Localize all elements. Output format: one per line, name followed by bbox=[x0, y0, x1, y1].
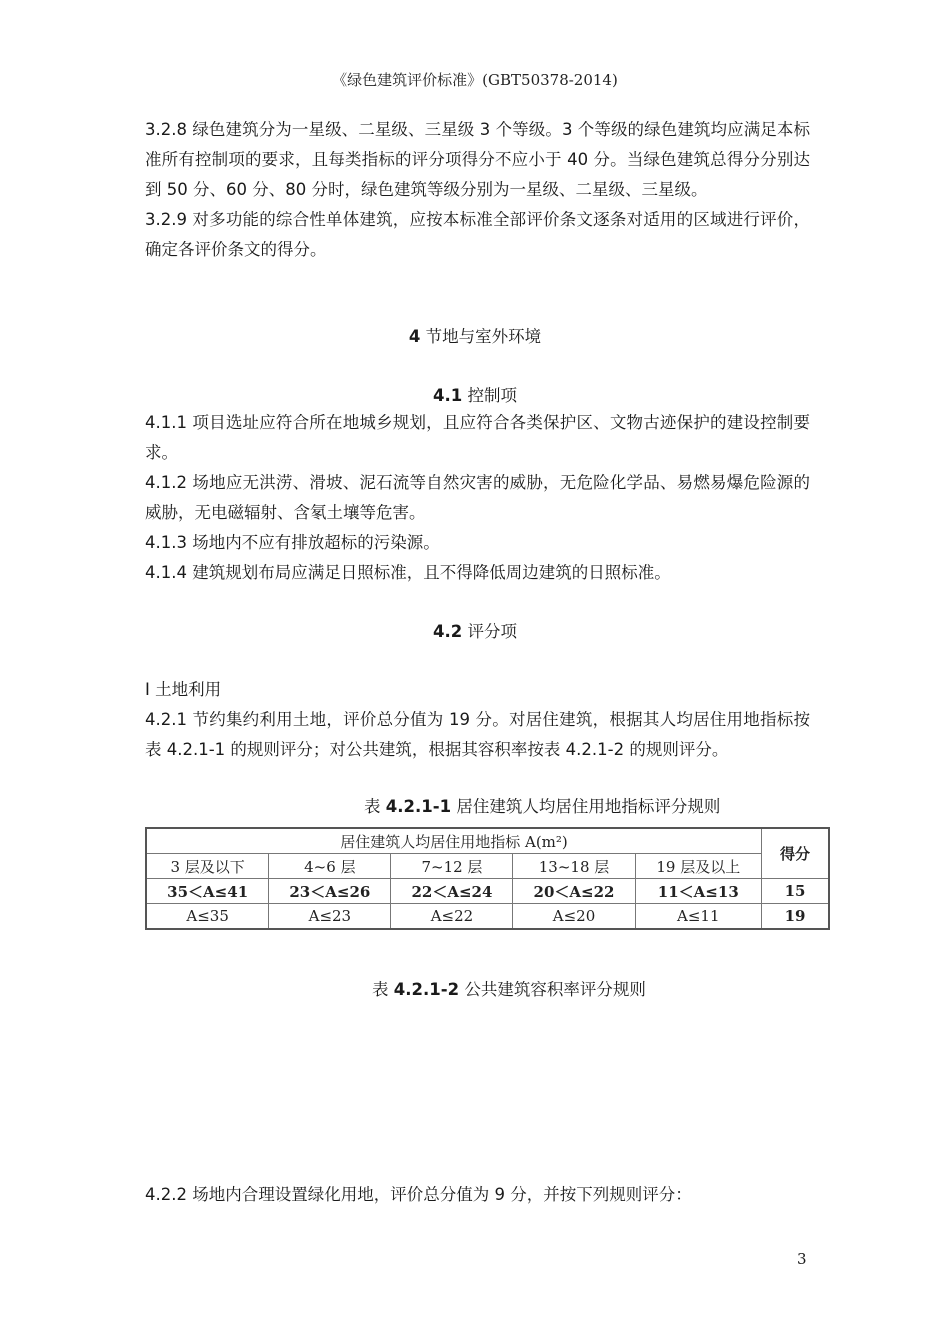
table-cell: 23＜A≤26 bbox=[269, 879, 391, 904]
document-header: 《绿色建筑评价标准》(GBT50378-2014) bbox=[332, 71, 618, 89]
table-cell: A≤11 bbox=[635, 904, 761, 930]
paragraphs-top bbox=[145, 115, 810, 265]
table-4-2-1-2-caption bbox=[372, 976, 646, 1000]
page-number: 3 bbox=[797, 1250, 807, 1268]
caption-title: 居住建筑人均居住用地指标评分规则 bbox=[456, 797, 721, 816]
clause-4-1-2: 4.1.2 场地应无洪涝、滑坡、泥石流等自然灾害的威胁，无危险化学品、易燃易爆危险源的威胁，无电磁辐射、含氡土壤等危害。 bbox=[145, 473, 810, 522]
score-cell: 19 bbox=[762, 904, 830, 930]
table-cell: 22＜A≤24 bbox=[391, 879, 513, 904]
control-items bbox=[145, 408, 810, 588]
section-4-1-title bbox=[0, 382, 950, 406]
clause-3-2-8: 3.2.8 绿色建筑分为一星级、二星级、三星级 3 个等级。3 个等级的绿色建筑均应满足本标准所有控制项的要求，且每类指标的评分项得分不应小于 40 分。当绿色建筑总得分分别达到 50 分、60 分、80 分时，绿色建筑等级分别为一星级、二星级、三星级。 bbox=[145, 120, 810, 199]
col-header: 19 层及以上 bbox=[635, 854, 761, 879]
col-header: 13~18 层 bbox=[513, 854, 635, 879]
table-4-2-1-1-caption bbox=[364, 793, 720, 817]
caption-prefix: 表 bbox=[372, 980, 389, 999]
table-cell: 11＜A≤13 bbox=[635, 879, 761, 904]
clause-4-2-2: 4.2.2 场地内合理设置绿化用地，评价总分值为 9 分，并按下列规则评分： bbox=[145, 1185, 692, 1204]
clause-4-1-3: 4.1.3 场地内不应有排放超标的污染源。 bbox=[145, 533, 440, 552]
table-cell: A≤22 bbox=[391, 904, 513, 930]
table-row bbox=[146, 879, 829, 904]
chapter-title bbox=[0, 323, 950, 347]
col-header: 4~6 层 bbox=[269, 854, 391, 879]
chapter-name: 节地与室外环境 bbox=[425, 327, 542, 346]
table-cell: A≤35 bbox=[146, 904, 269, 930]
caption-title: 公共建筑容积率评分规则 bbox=[464, 980, 646, 999]
table-row bbox=[146, 904, 829, 930]
section-4-1-name: 控制项 bbox=[467, 386, 517, 405]
column-header-row bbox=[146, 854, 829, 879]
subsection-land-use: Ⅰ 土地利用 bbox=[145, 680, 222, 699]
clause-4-1-1: 4.1.1 项目选址应符合所在地城乡规划，且应符合各类保护区、文物古迹保护的建设控制要求。 bbox=[145, 413, 810, 462]
col-header: 7~12 层 bbox=[391, 854, 513, 879]
clause-4-2-2-block bbox=[145, 1180, 810, 1210]
clause-4-1-4: 4.1.4 建筑规划布局应满足日照标准，且不得降低周边建筑的日照标准。 bbox=[145, 563, 671, 582]
caption-number: 4.2.1-2 bbox=[393, 980, 460, 999]
table-cell: 20＜A≤22 bbox=[513, 879, 635, 904]
table-header-row bbox=[146, 828, 829, 854]
table-cell: 35＜A≤41 bbox=[146, 879, 269, 904]
table-4-2-1-1 bbox=[145, 827, 830, 930]
clause-3-2-9: 3.2.9 对多功能的综合性单体建筑，应按本标准全部评价条文逐条对适用的区域进行评价，确定各评价条文的得分。 bbox=[145, 210, 810, 259]
chapter-number: 4 bbox=[408, 327, 421, 346]
table-cell: A≤20 bbox=[513, 904, 635, 930]
score-cell: 15 bbox=[762, 879, 830, 904]
section-4-2-number: 4.2 bbox=[433, 622, 463, 641]
col-header: 3 层及以下 bbox=[146, 854, 269, 879]
caption-prefix: 表 bbox=[364, 797, 381, 816]
table-cell: A≤23 bbox=[269, 904, 391, 930]
section-4-1-number: 4.1 bbox=[433, 386, 463, 405]
land-use-block bbox=[145, 675, 810, 765]
clause-4-2-1: 4.2.1 节约集约利用土地，评价总分值为 19 分。对居住建筑，根据其人均居住用地指标按表 4.2.1-1 的规则评分；对公共建筑，根据其容积率按表 4.2.1-2 的规则评分。 bbox=[145, 710, 810, 759]
caption-number: 4.2.1-1 bbox=[385, 797, 452, 816]
score-header: 得分 bbox=[762, 828, 830, 879]
section-4-2-title bbox=[0, 618, 950, 642]
group-header: 居住建筑人均居住用地指标 A(m²) bbox=[146, 828, 762, 854]
section-4-2-name: 评分项 bbox=[467, 622, 517, 641]
